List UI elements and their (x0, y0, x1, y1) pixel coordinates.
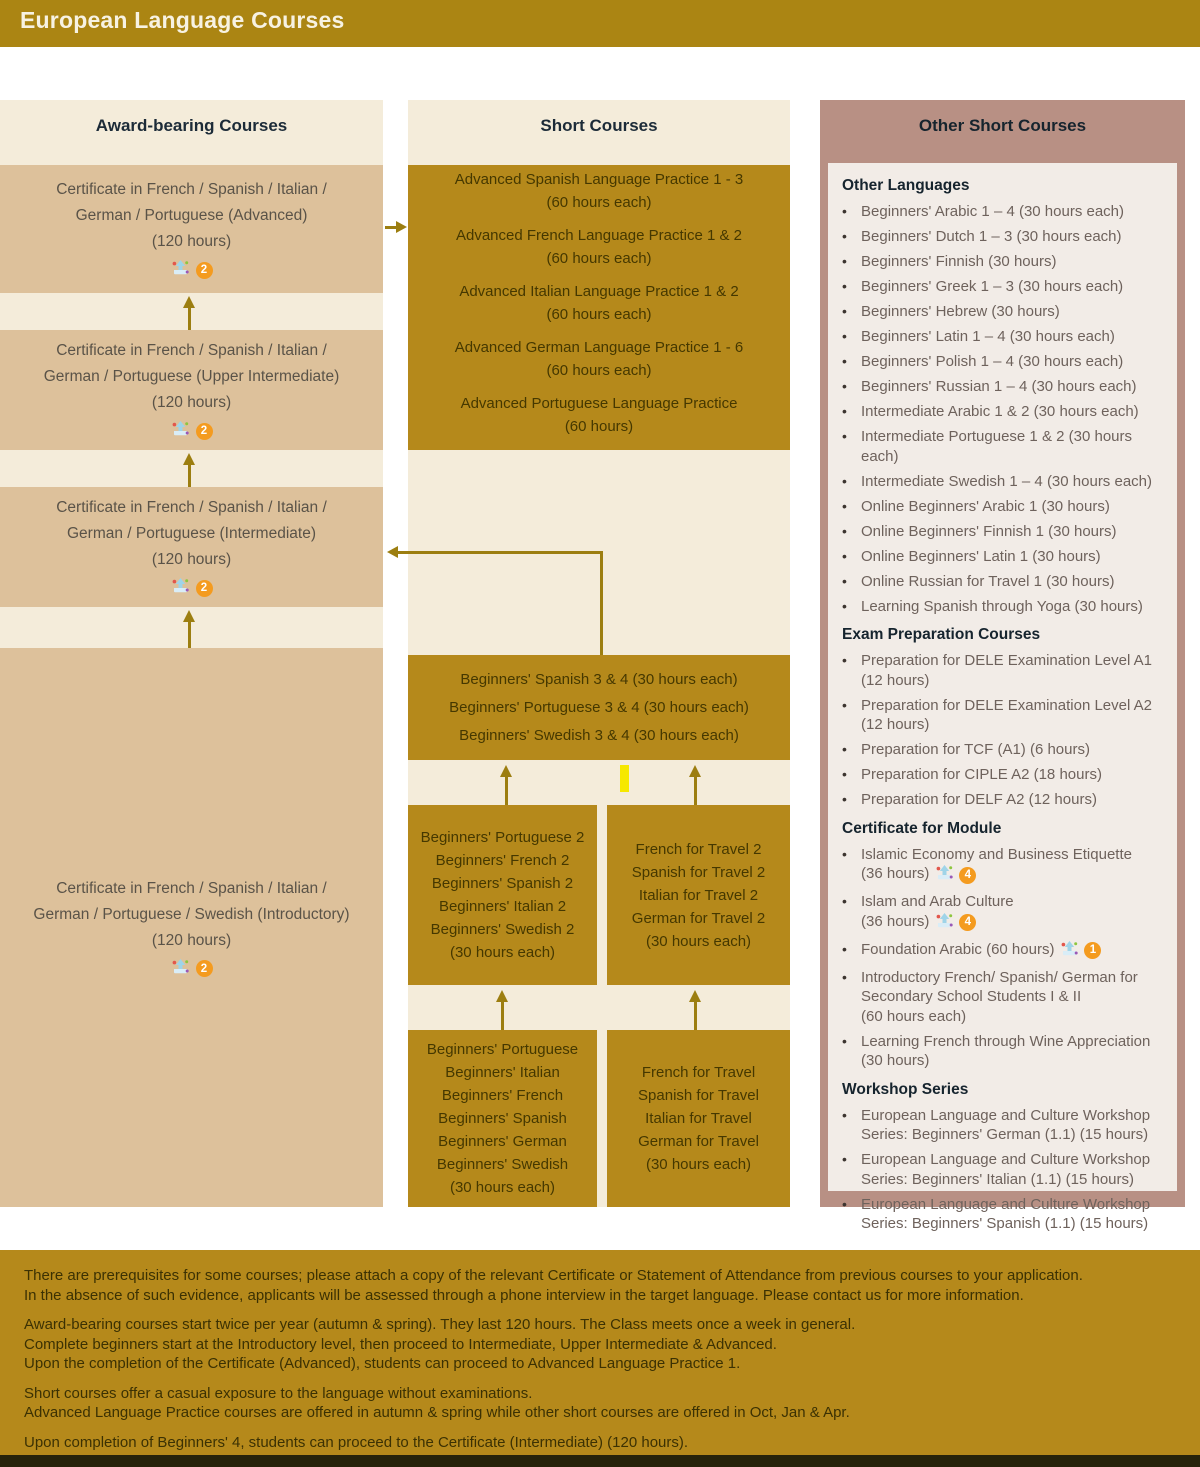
travel-2-box (607, 805, 790, 985)
credit-count-badge: 2 (196, 423, 213, 440)
text-line: Beginners' Spanish 3 & 4 (30 hours each) (460, 670, 738, 688)
course-item-text (861, 302, 1163, 322)
text-line: Series: Beginners' German (1.1) (15 hours) (861, 1126, 1149, 1143)
text-line: Spanish for Travel (638, 1087, 759, 1104)
bullet-dot: • (842, 203, 847, 219)
other-column-header: Other Short Courses (918, 116, 1087, 135)
course-list-item (842, 522, 1163, 542)
travel-1-box (607, 1030, 790, 1207)
bullet-dot: • (842, 278, 847, 294)
text-line: Beginners' Russian 1 – 4 (30 hours each) (861, 378, 1137, 395)
credit-icon (935, 912, 954, 935)
text-line: (120 hours) (151, 394, 232, 411)
bullet-dot: • (842, 472, 847, 489)
beginners-2-text (421, 826, 585, 964)
footer-notes (0, 1250, 1200, 1455)
flow-connector-horizontal (397, 551, 603, 554)
text-line: Certificate in French / Spanish / Italian / (56, 342, 327, 359)
text-line: Beginners' Spanish (438, 1110, 567, 1127)
course-list-item (842, 1032, 1163, 1071)
text-line: Preparation for DELE Examination Level A2 (861, 696, 1152, 714)
course-item-text (861, 790, 1163, 810)
text-line: German for Travel 2 (631, 909, 766, 927)
bullet-dot: • (842, 328, 847, 344)
text-line: French for Travel 2 (635, 840, 762, 858)
course-item-text (861, 327, 1163, 347)
text-line: Beginners' Greek 1 – 3 (30 hours each) (861, 278, 1124, 295)
text-line: Advanced Language Practice courses are offered in autumn & spring while other short courses are offered in Oct, Jan & Apr. (24, 1404, 850, 1421)
text-line: Online Russian for Travel 1 (30 hours) (861, 572, 1115, 590)
course-list-item (842, 277, 1163, 297)
text-line: (60 hours each) (546, 249, 652, 267)
advanced-practice-box (408, 165, 790, 450)
text-line: Series: Beginners' Spanish (1.1) (15 hours) (861, 1215, 1149, 1232)
text-line: Secondary School Students I & II (861, 988, 1082, 1005)
text-line: German / Portuguese (Advanced) (75, 207, 308, 224)
course-list-item (842, 892, 1163, 934)
footer-paragraph (24, 1384, 1200, 1423)
course-item-text (861, 277, 1163, 297)
course-item-text (861, 252, 1163, 272)
text-line: Certificate in French / Spanish / Italian / (56, 181, 327, 198)
bullet-dot: • (842, 893, 847, 909)
text-line: (60 hours each) (546, 361, 652, 379)
text-line: Intermediate Arabic 1 & 2 (30 hours each) (861, 403, 1139, 420)
text-line: (60 hours) (564, 417, 634, 435)
beginners-1-text (427, 1038, 578, 1199)
beginners-1-box (408, 1030, 597, 1207)
title-bar (0, 0, 1200, 47)
course-item-text (861, 696, 1163, 735)
text-line: Online Beginners' Finnish 1 (30 hours) (861, 522, 1117, 540)
credit-icon (935, 864, 954, 887)
text-line: German for Travel (638, 1133, 759, 1150)
course-list-item (842, 427, 1163, 466)
beginners-3-4-text (449, 666, 749, 750)
bullet-dot: • (842, 228, 847, 244)
award-column-header: Award-bearing Courses (95, 116, 288, 135)
award-box-intermediate (0, 487, 383, 607)
course-item-text (861, 202, 1163, 222)
bullet-dot: • (842, 940, 847, 957)
credit-count-badge: 4 (959, 914, 976, 931)
text-line: European Language and Culture Workshop (861, 1195, 1151, 1213)
section-heading: Other Languages (842, 177, 970, 194)
arrow-right-icon (385, 226, 397, 229)
text-line: (36 hours) 4 (861, 912, 1163, 935)
bullet-dot: • (842, 741, 847, 757)
flow-connector-vertical (600, 552, 603, 655)
arrow-left-icon (387, 546, 398, 558)
text-line: (60 hours each) (546, 305, 652, 323)
footer-paragraph (24, 1315, 1200, 1374)
course-item-text (861, 845, 1163, 887)
text-line: Learning Spanish through Yoga (30 hours) (861, 597, 1143, 615)
text-line: Italian for Travel (645, 1110, 752, 1127)
bullet-dot: • (842, 1151, 847, 1167)
credit-icon (171, 259, 190, 281)
text-line: (30 hours each) (449, 944, 556, 961)
course-list-item (842, 597, 1163, 617)
credit-icon (171, 958, 190, 980)
course-list-item (842, 377, 1163, 397)
beginners-2-box (408, 805, 597, 985)
text-line: (12 hours) (861, 671, 930, 689)
arrow-up-icon (505, 776, 508, 805)
bullet-dot: • (842, 597, 847, 614)
text-line: Advanced German Language Practice 1 - 6 (454, 338, 744, 356)
text-line: Introductory French/ Spanish/ German for (861, 968, 1138, 986)
arrow-up-icon (188, 464, 191, 487)
award-box-upper-intermediate (0, 330, 383, 450)
bullet-dot: • (842, 766, 847, 782)
text-line: Beginners' Swedish (436, 1156, 569, 1173)
course-item-text (861, 547, 1163, 567)
text-line: Learning French through Wine Appreciation (861, 1032, 1151, 1050)
bullet-dot: • (842, 403, 847, 419)
course-item-text (861, 427, 1163, 466)
text-line: Series: Beginners' Italian (1.1) (15 hours) (861, 1170, 1134, 1188)
arrow-up-icon (694, 776, 697, 805)
course-list-item (842, 1150, 1163, 1189)
course-list-item (842, 845, 1163, 887)
credit-row (171, 577, 213, 599)
footer-paragraph (24, 1266, 1200, 1305)
course-list-item (842, 696, 1163, 735)
course-item-text (861, 1032, 1163, 1071)
text-line: Short courses offer a casual exposure to the language without examinations. (24, 1384, 533, 1402)
bullet-dot: • (842, 1032, 847, 1049)
text-line: Beginners' French (441, 1087, 564, 1104)
arrow-up-icon (501, 1001, 504, 1030)
credit-row (935, 864, 976, 887)
text-line: German / Portuguese (Intermediate) (67, 525, 316, 542)
bullet-dot: • (842, 696, 847, 713)
text-line: Beginners' Swedish 3 & 4 (30 hours each) (459, 726, 739, 744)
bullet-dot: • (842, 791, 847, 807)
text-line: European Language and Culture Workshop (861, 1106, 1151, 1124)
course-list-item (842, 402, 1163, 422)
credit-count-badge: 2 (196, 960, 213, 977)
text-line: Preparation for CIPLE A2 (18 hours) (861, 766, 1102, 783)
credit-count-badge: 2 (196, 580, 213, 597)
travel-1-text (638, 1061, 759, 1176)
beginners-3-4-box (408, 655, 790, 760)
arrow-up-icon (188, 307, 191, 330)
course-item-text (861, 1106, 1163, 1145)
text-line: (120 hours) (151, 931, 232, 949)
text-line: (60 hours each) (546, 193, 652, 211)
course-item-text (861, 352, 1163, 372)
course-item-text (861, 572, 1163, 592)
text-line: Upon completion of Beginners' 4, students can proceed to the Certificate (Intermediate) (120 hours). (24, 1433, 689, 1451)
bullet-dot: • (842, 652, 847, 668)
course-list-item (842, 740, 1163, 760)
course-list-item (842, 352, 1163, 372)
credit-count-badge: 4 (959, 867, 976, 884)
footer-paragraph (24, 1433, 1200, 1453)
text-line: (30 hours each) (449, 1179, 556, 1196)
course-list-item (842, 790, 1163, 810)
bullet-dot: • (842, 428, 847, 444)
text-line: Beginners' Italian 2 (438, 898, 567, 915)
course-item-text (861, 1150, 1163, 1189)
text-line: (120 hours) (151, 233, 232, 250)
credit-icon (171, 577, 190, 599)
course-item-text (861, 597, 1163, 617)
text-line: Certificate in French / Spanish / Italian / (56, 499, 327, 516)
award-box-introductory-text (33, 876, 349, 954)
text-line: Islamic Economy and Business Etiquette (861, 845, 1132, 863)
text-line: (36 hours) 4 (861, 864, 1163, 887)
course-item-text (861, 892, 1163, 934)
course-item-text (861, 940, 1163, 963)
text-line: Advanced Spanish Language Practice 1 - 3 (454, 170, 744, 188)
section-heading: Workshop Series (842, 1080, 969, 1098)
section-heading: Exam Preparation Courses (842, 626, 1041, 643)
text-line: German / Portuguese (Upper Intermediate) (43, 368, 340, 385)
bottom-strip (0, 1455, 1200, 1467)
credit-row (1060, 940, 1101, 963)
text-line: Beginners' Portuguese 3 & 4 (30 hours each) (449, 698, 749, 716)
bullet-dot: • (842, 572, 847, 589)
text-line: Award-bearing courses start twice per year (autumn & spring). They last 120 hours. The Class meets once a week in general. (24, 1316, 856, 1333)
text-line: French for Travel (641, 1064, 756, 1081)
text-line: Beginners' Dutch 1 – 3 (30 hours each) (861, 228, 1122, 245)
text-line: (30 hours each) (645, 932, 752, 950)
course-item-text (861, 472, 1163, 492)
course-item-text (861, 377, 1163, 397)
course-list-item (842, 968, 1163, 1027)
text-line: (60 hours each) (861, 1007, 967, 1025)
course-list-item (842, 302, 1163, 322)
bullet-dot: • (842, 353, 847, 369)
bullet-dot: • (842, 497, 847, 514)
award-box-intermediate-text (56, 495, 327, 573)
award-box-upper-intermediate-text (44, 338, 340, 416)
text-line: Complete beginners start at the Introductory level, then proceed to Intermediate, Upper Intermediate & Advanced. (24, 1335, 777, 1353)
course-item-text (861, 402, 1163, 422)
credit-count-badge: 2 (196, 262, 213, 279)
bullet-dot: • (842, 1106, 847, 1123)
text-line: Islam and Arab Culture (861, 893, 1014, 910)
arrow-up-icon (694, 1001, 697, 1030)
arrow-up-icon (188, 621, 191, 648)
text-line: European Language and Culture Workshop (861, 1151, 1151, 1168)
text-line: (120 hours) (151, 551, 232, 568)
course-item-text (861, 968, 1163, 1027)
course-item-text (861, 765, 1163, 785)
bullet-dot: • (842, 968, 847, 985)
credit-row (171, 420, 213, 442)
course-list-item (842, 472, 1163, 492)
course-list-item (842, 940, 1163, 963)
text-line: There are prerequisites for some courses; please attach a copy of the relevant Certificate or Statement of Attendance from previous courses to your application. (24, 1267, 1083, 1284)
text-line: Preparation for DELE Examination Level A1 (861, 652, 1152, 669)
advanced-practice-text (455, 168, 744, 448)
short-column-header: Short Courses (540, 116, 658, 135)
credit-icon (171, 420, 190, 442)
credit-row (935, 912, 976, 935)
yellow-highlight-mark (620, 765, 629, 792)
bullet-dot: • (842, 303, 847, 319)
course-item-text (861, 227, 1163, 247)
text-line: (30 hours) (861, 1052, 930, 1069)
text-line: Beginners' Finnish (30 hours) (861, 253, 1057, 270)
text-line: Beginners' Swedish 2 (430, 921, 575, 938)
text-line: Foundation Arabic (60 hours) 1 (861, 940, 1163, 963)
award-box-advanced (0, 165, 383, 293)
text-line: (30 hours each) (645, 1156, 752, 1173)
text-line: Intermediate Swedish 1 – 4 (30 hours each) (861, 472, 1152, 490)
course-list-item (842, 1106, 1163, 1145)
credit-icon (1060, 940, 1079, 963)
text-line: Beginners' Portuguese (426, 1041, 579, 1058)
text-line: Advanced French Language Practice 1 & 2 (455, 226, 743, 244)
course-list-item (842, 327, 1163, 347)
text-line: Upon the completion of the Certificate (Advanced), students can proceed to Advanced Language Practice 1. (24, 1355, 741, 1372)
course-list-item (842, 252, 1163, 272)
award-box-advanced-text (56, 177, 327, 255)
text-line: German / Portuguese / Swedish (Introductory) (33, 905, 350, 923)
course-list-item (842, 227, 1163, 247)
text-line: Beginners' French 2 (435, 852, 570, 869)
text-line: Spanish for Travel 2 (631, 863, 766, 881)
course-item-text (861, 497, 1163, 517)
text-line: Intermediate Portuguese 1 & 2 (30 hours each) (861, 428, 1132, 465)
text-line: Beginners' Portuguese 2 (420, 829, 585, 846)
bullet-dot: • (842, 547, 847, 564)
course-list-item (842, 1195, 1163, 1234)
section-heading: Certificate for Module (842, 819, 1002, 837)
course-item-text (861, 1195, 1163, 1234)
course-list-item (842, 651, 1163, 690)
text-line: Preparation for DELF A2 (12 hours) (861, 791, 1097, 808)
text-line: Online Beginners' Latin 1 (30 hours) (861, 547, 1101, 565)
other-short-courses-panel (820, 100, 1185, 1232)
course-item-text (861, 522, 1163, 542)
other-courses-list (828, 163, 1177, 1232)
text-line: (12 hours) (861, 716, 930, 733)
text-line: In the absence of such evidence, applicants will be assessed through a phone interview in the target language. Please contact us for more information. (24, 1286, 1024, 1304)
bullet-dot: • (842, 378, 847, 394)
award-box-introductory (0, 648, 383, 1207)
text-line: Beginners' Italian (445, 1064, 560, 1081)
course-list-item (842, 765, 1163, 785)
bullet-dot: • (842, 1195, 847, 1212)
credit-count-badge: 1 (1084, 942, 1101, 959)
course-list-item (842, 202, 1163, 222)
text-line: Advanced Italian Language Practice 1 & 2 (459, 282, 739, 300)
credit-row (171, 259, 213, 281)
text-line: Beginners' Latin 1 – 4 (30 hours each) (861, 328, 1115, 345)
text-line: Beginners' Arabic 1 – 4 (30 hours each) (861, 203, 1125, 220)
text-line: Preparation for TCF (A1) (6 hours) (861, 741, 1090, 758)
course-list-item (842, 497, 1163, 517)
bullet-dot: • (842, 253, 847, 269)
text-line: Online Beginners' Arabic 1 (30 hours) (861, 497, 1110, 515)
text-line: Beginners' German (438, 1133, 567, 1150)
travel-2-text (632, 838, 765, 953)
text-line: Beginners' Spanish 2 (431, 875, 574, 892)
bullet-dot: • (842, 845, 847, 862)
text-line: Italian for Travel 2 (638, 886, 759, 904)
text-line: Certificate in French / Spanish / Italian / (56, 879, 327, 897)
bullet-dot: • (842, 522, 847, 539)
course-list-item (842, 572, 1163, 592)
course-list-item (842, 547, 1163, 567)
credit-row (171, 958, 213, 980)
course-item-text (861, 740, 1163, 760)
page-title: European Language Courses (20, 7, 345, 33)
text-line: Beginners' Hebrew (30 hours) (861, 303, 1060, 320)
course-item-text (861, 651, 1163, 690)
text-line: Beginners' Polish 1 – 4 (30 hours each) (861, 353, 1124, 370)
text-line: Advanced Portuguese Language Practice (460, 394, 738, 412)
